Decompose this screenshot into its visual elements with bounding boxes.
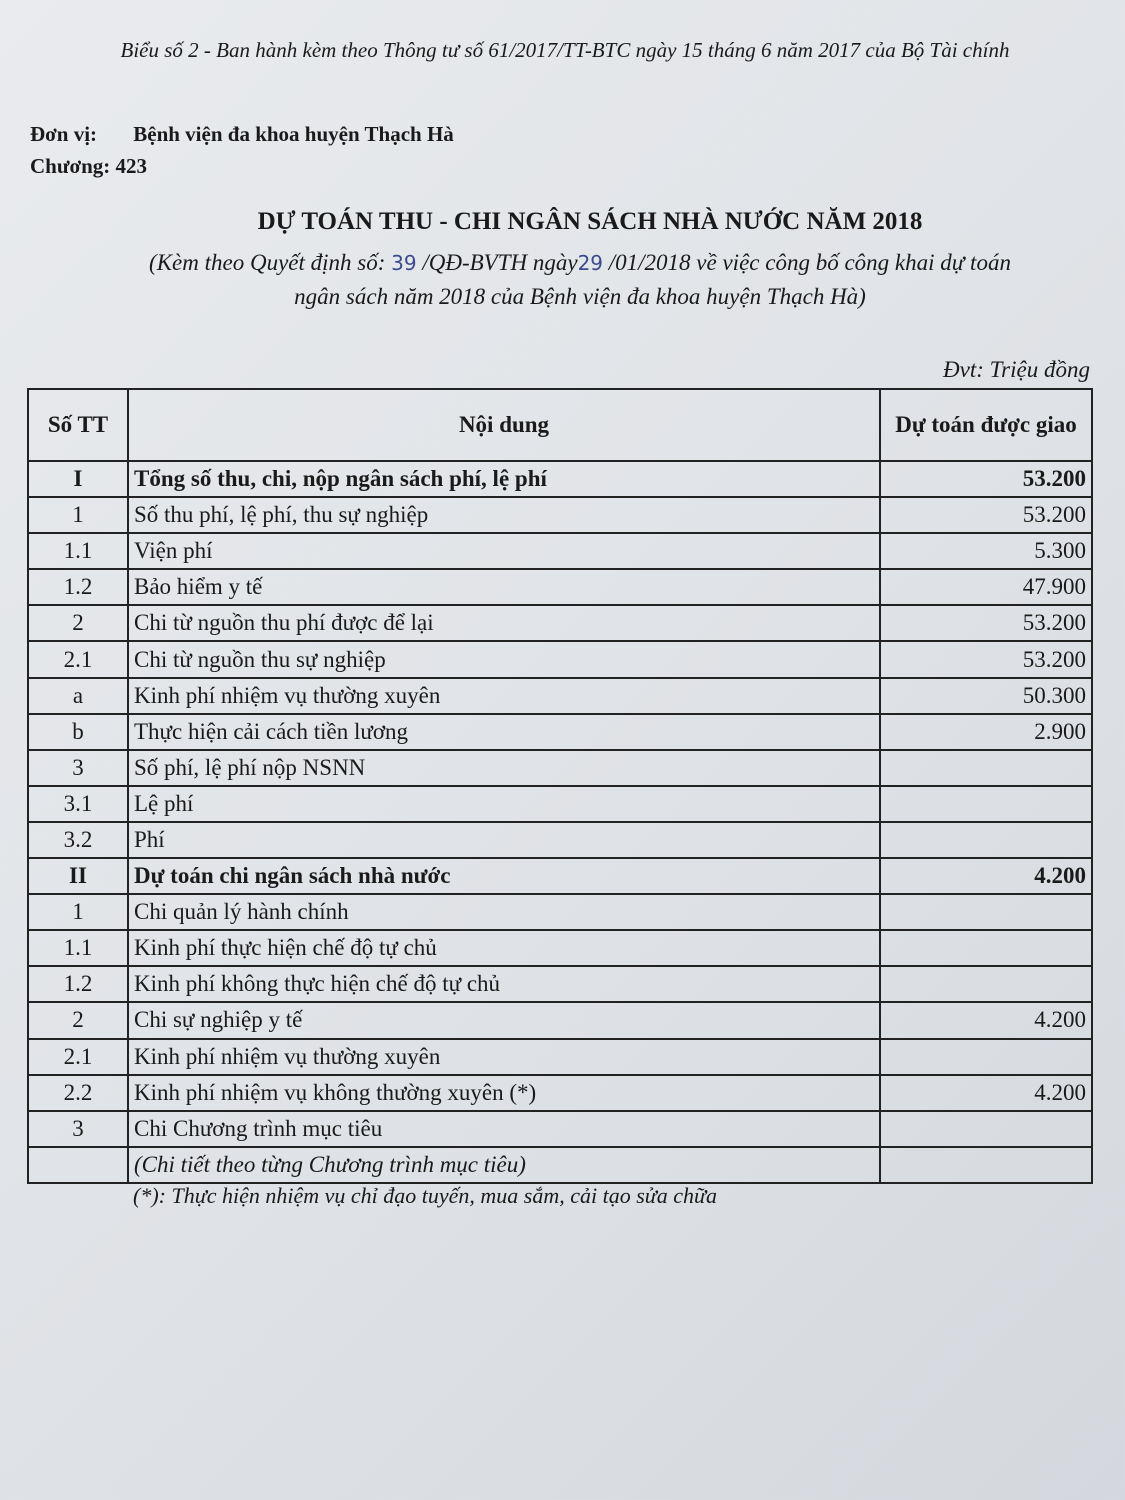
document-subtitle [40, 246, 1120, 314]
subtitle-part-2: /QĐ-BVTH ngày [416, 250, 578, 275]
row-content: Tổng số thu, chi, nộp ngân sách phí, lệ phí [128, 461, 880, 497]
row-number: II [28, 858, 128, 894]
row-value: 4.200 [880, 1075, 1092, 1111]
row-number: 1 [28, 894, 128, 930]
row-number: 2 [28, 1002, 128, 1038]
unit-line [30, 118, 454, 150]
row-number: 2 [28, 605, 128, 641]
row-content: Kinh phí thực hiện chế độ tự chủ [128, 930, 880, 966]
row-value [880, 1039, 1092, 1075]
row-number: b [28, 714, 128, 750]
row-value [880, 750, 1092, 786]
table-row [28, 605, 1092, 641]
chapter-label: Chương: [30, 154, 111, 178]
table-row [28, 1111, 1092, 1147]
table-row [28, 461, 1092, 497]
row-number: 3 [28, 750, 128, 786]
form-reference: Biểu số 2 - Ban hành kèm theo Thông tư số 61/2017/TT-BTC ngày 15 tháng 6 năm 2017 của Bộ Tài chính [120, 38, 1010, 62]
row-value: 4.200 [880, 1002, 1092, 1038]
row-content: Thực hiện cải cách tiền lương [128, 714, 880, 750]
table-row [28, 1147, 1092, 1183]
row-content: Chi từ nguồn thu phí được để lại [128, 605, 880, 641]
footnote: (*): Thực hiện nhiệm vụ chỉ đạo tuyến, mua sắm, cải tạo sửa chữa [133, 1183, 718, 1208]
row-content: Chi từ nguồn thu sự nghiệp [128, 641, 880, 677]
row-value: 5.300 [880, 533, 1092, 569]
row-value [880, 1111, 1092, 1147]
table-body [28, 461, 1092, 1183]
table-row [28, 1002, 1092, 1038]
row-number: I [28, 461, 128, 497]
table-row [28, 858, 1092, 894]
row-content: Số phí, lệ phí nộp NSNN [128, 750, 880, 786]
row-value [880, 966, 1092, 1002]
table-row [28, 930, 1092, 966]
table-row [28, 678, 1092, 714]
chapter-line [30, 150, 454, 182]
row-value: 53.200 [880, 461, 1092, 497]
budget-table [27, 388, 1093, 1184]
row-content: Phí [128, 822, 880, 858]
unit-value: Bệnh viện đa khoa huyện Thạch Hà [133, 122, 454, 146]
row-number: 1.2 [28, 966, 128, 1002]
table-row [28, 497, 1092, 533]
header-content: Nội dung [128, 389, 880, 461]
table-row [28, 569, 1092, 605]
row-value: 53.200 [880, 641, 1092, 677]
row-content: Chi Chương trình mục tiêu [128, 1111, 880, 1147]
row-value [880, 786, 1092, 822]
table-row [28, 641, 1092, 677]
row-number: 3.2 [28, 822, 128, 858]
table-row [28, 966, 1092, 1002]
row-content: (Chi tiết theo từng Chương trình mục tiêu) [128, 1147, 880, 1183]
row-value: 53.200 [880, 605, 1092, 641]
table-row [28, 786, 1092, 822]
row-number: 2.1 [28, 641, 128, 677]
table-header-row [28, 389, 1092, 461]
row-content: Chi quản lý hành chính [128, 894, 880, 930]
row-value: 4.200 [880, 858, 1092, 894]
header-no: Số TT [28, 389, 128, 461]
decision-day: 29 [577, 251, 604, 275]
table-row [28, 1039, 1092, 1075]
row-number: a [28, 678, 128, 714]
row-number [28, 1147, 128, 1183]
decision-number: 39 [391, 251, 417, 275]
row-content: Lệ phí [128, 786, 880, 822]
row-value: 2.900 [880, 714, 1092, 750]
table-row [28, 533, 1092, 569]
row-value: 50.300 [880, 678, 1092, 714]
unit-info [30, 118, 454, 182]
table-row [28, 822, 1092, 858]
table-row [28, 714, 1092, 750]
row-value [880, 930, 1092, 966]
row-number: 3.1 [28, 786, 128, 822]
row-value [880, 894, 1092, 930]
subtitle-line-2: ngân sách năm 2018 của Bệnh viện đa khoa huyện Thạch Hà) [294, 284, 866, 309]
subtitle-part-1: (Kèm theo Quyết định số: [149, 250, 392, 275]
subtitle-line-1 [40, 246, 1120, 280]
chapter-value: 423 [115, 154, 147, 178]
row-number: 2.1 [28, 1039, 128, 1075]
row-content: Chi sự nghiệp y tế [128, 1002, 880, 1038]
header-value: Dự toán được giao [880, 389, 1092, 461]
row-content: Kinh phí nhiệm vụ thường xuyên [128, 678, 880, 714]
table-row [28, 750, 1092, 786]
row-content: Số thu phí, lệ phí, thu sự nghiệp [128, 497, 880, 533]
row-content: Dự toán chi ngân sách nhà nước [128, 858, 880, 894]
row-value: 53.200 [880, 497, 1092, 533]
table-row [28, 894, 1092, 930]
row-value: 47.900 [880, 569, 1092, 605]
row-number: 1.2 [28, 569, 128, 605]
row-number: 1.1 [28, 930, 128, 966]
row-content: Kinh phí không thực hiện chế độ tự chủ [128, 966, 880, 1002]
row-content: Bảo hiểm y tế [128, 569, 880, 605]
row-content: Viện phí [128, 533, 880, 569]
row-number: 1.1 [28, 533, 128, 569]
row-content: Kinh phí nhiệm vụ thường xuyên [128, 1039, 880, 1075]
unit-note: Đvt: Triệu đồng [943, 357, 1090, 382]
subtitle-part-3: /01/2018 về việc công bố công khai dự toán [603, 250, 1011, 275]
row-value [880, 822, 1092, 858]
row-value [880, 1147, 1092, 1183]
row-number: 3 [28, 1111, 128, 1147]
table-row [28, 1075, 1092, 1111]
document-title: DỰ TOÁN THU - CHI NGÂN SÁCH NHÀ NƯỚC NĂM 2018 [257, 208, 923, 235]
row-number: 1 [28, 497, 128, 533]
unit-label: Đơn vị: [30, 122, 98, 146]
row-content: Kinh phí nhiệm vụ không thường xuyên (*) [128, 1075, 880, 1111]
row-number: 2.2 [28, 1075, 128, 1111]
